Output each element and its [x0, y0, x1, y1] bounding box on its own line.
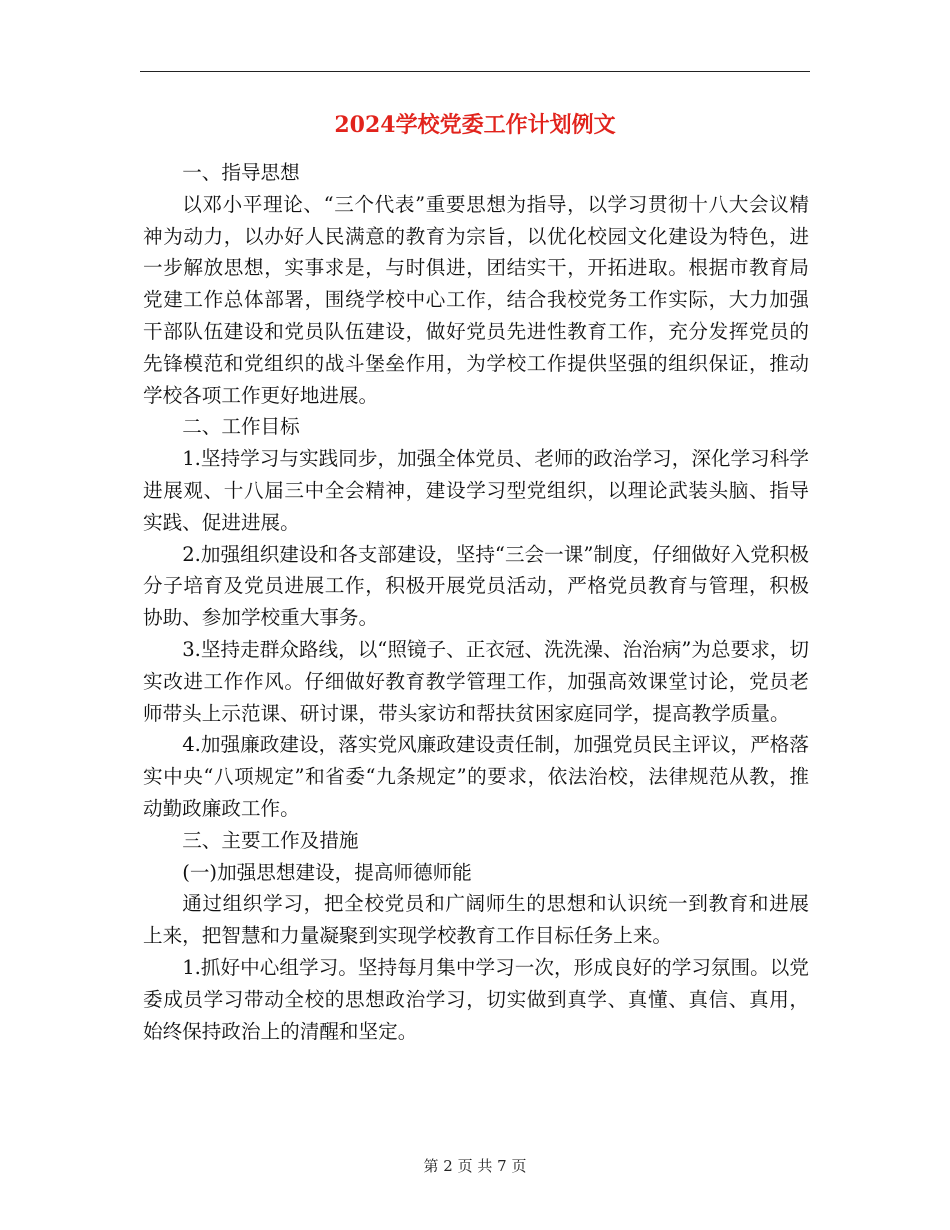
- paragraph: 1.坚持学习与实践同步，加强全体党员、老师的政治学习，深化学习科学进展观、十八届三中全会精神，建设学习型党组织，以理论武装头脑、指导实践、促进进展。: [143, 447, 809, 534]
- paragraph: 4.加强廉政建设，落实党风廉政建设责任制，加强党员民主评议，严格落实中央“八项规定”和省委“九条规定”的要求，依法治校，法律规范从教，推动勤政廉政工作。: [143, 733, 809, 820]
- section-heading-2: 二、工作目标: [182, 415, 300, 439]
- subsection-heading: (一)加强思想建设，提高师德师能: [182, 860, 472, 884]
- paragraph: 1.抓好中心组学习。坚持每月集中学习一次，形成良好的学习氛围。以党委成员学习带动全校的思想政治学习，切实做到真学、真懂、真信、真用，始终保持政治上的清醒和坚定。: [143, 955, 809, 1043]
- document-title: 2024学校党委工作计划例文: [334, 112, 616, 138]
- document-body: [143, 157, 809, 1047]
- paragraph: 通过组织学习，把全校党员和广阔师生的思想和认识统一到教育和进展上来，把智慧和力量凝聚到实现学校教育工作目标任务上来。: [143, 892, 809, 948]
- section-heading-3: 三、主要工作及措施: [182, 828, 359, 852]
- paragraph: 3.坚持走群众路线，以“照镜子、正衣冠、洗洗澡、治治病”为总要求，切实改进工作作风。仔细做好教育教学管理工作，加强高效课堂讨论，党员老师带头上示范课、研讨课，带头家访和帮扶贫困家庭同学，提高教学质量。: [143, 637, 809, 725]
- paragraph: 2.加强组织建设和各支部建设，坚持“三会一课”制度，仔细做好入党积极分子培育及党员进展工作，积极开展党员活动，严格党员教育与管理，积极协助、参加学校重大事务。: [143, 542, 809, 630]
- paragraph: 以邓小平理论、“三个代表”重要思想为指导，以学习贯彻十八大会议精神为动力，以办好人民满意的教育为宗旨，以优化校园文化建设为特色，进一步解放思想，实事求是，与时俱进，团结实干，开拓进取。根据市教育局党建工作总体部署，围绕学校中心工作，结合我校党务工作实际，大力加强干部队伍建设和党员队伍建设，做好党员先进性教育工作，充分发挥党员的先锋模范和党组织的战斗堡垒作用，为学校工作提供坚强的组织保证，推动学校各项工作更好地进展。: [143, 192, 809, 407]
- section-heading-1: 一、指导思想: [182, 161, 300, 184]
- header-rule: [140, 71, 810, 72]
- page-number-footer: 第 2 页 共 7 页: [423, 1157, 527, 1175]
